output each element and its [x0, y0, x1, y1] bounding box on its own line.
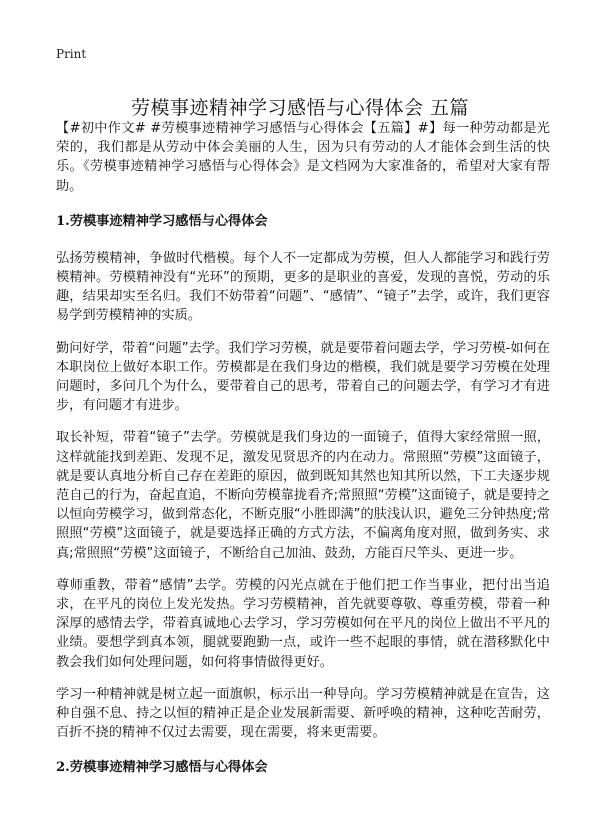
section-1-paragraph-1: 弘扬劳模精神，争做时代楷模。每个人不一定都成为劳模，但人人都能学习和践行劳模精神。劳模精神没有“光环”的预期，更多的是职业的喜爱，发现的喜悦，劳动的乐趣，结果却实至名归。我们不妨带着“问题”、“感情”、“镜子”去学，或许，我们更容易学到劳模精神的实质。: [56, 250, 550, 324]
intro-paragraph: 【#初中作文# #劳模事迹精神学习感悟与心得体会【五篇】#】每一种劳动都是光荣的，我们都是从劳动中体会美丽的人生，因为只有劳动的人才能体会到生活的快乐。《劳模事迹精神学习感悟与心得体会》是文档网为大家准备的，希望对大家有帮助。: [56, 121, 550, 194]
section-2-heading: 2.劳模事迹精神学习感悟与心得体会: [56, 760, 268, 776]
section-1-heading: 1.劳模事迹精神学习感悟与心得体会: [56, 213, 268, 229]
print-label: Print: [56, 47, 87, 61]
section-1-paragraph-4: 尊师重教，带着“感情”去学。劳模的闪光点就在于他们把工作当事业，把付出当追求，在平凡的岗位上发光发热。学习劳模精神，首先就要尊敬、尊重劳模，带着一种深厚的感情去学，带着真诚地心去学习，学习劳模如何在平凡的岗位上做出不平凡的业绩。要想学到真本领，腿就要跑勤一点，或许一些不起眼的事情，就在潜移默化中教会我们如何处理问题，如何将事情做得更好。: [56, 577, 550, 670]
section-1-paragraph-2: 勤问好学，带着“问题”去学。我们学习劳模，就是要带着问题去学，学习劳模-如何在本职岗位上做好本职工作。劳模都是在我们身边的楷模，我们就是要学习劳模在处理问题时，多问几个为什么，要带着自己的思考，带着自己的问题去学，有学习才有进步，有问题才有进步。: [56, 340, 550, 414]
section-1-paragraph-5: 学习一种精神就是树立起一面旗帜，标示出一种导向。学习劳模精神就是在宣告，这种自强不息、持之以恒的精神正是企业发展新需要、新呼唤的精神，这种吃苦耐劳，百折不挠的精神不仅过去需要，现在需要，将来更需要。: [56, 686, 550, 741]
document-title: 劳模事迹精神学习感悟与心得体会 五篇: [130, 96, 470, 119]
section-1-paragraph-3: 取长补短，带着“镜子”去学。劳模就是我们身边的一面镜子，值得大家经常照一照，这样就能找到差距、发现不足，激发见贤思齐的内在动力。常照照“劳模”这面镜子，就是要认真地分析自己存在差距的原因，做到既知其然也知其所以然，下工夫逐步规范自己的行为，奋起直追，不断向劳模靠拢看齐;常照照“劳模”这面镜子，就是要持之以恒向劳模学习，做到常态化，不断克服“小胜即满”的肤浅认识，避免三分钟热度;常照照“劳模”这面镜子，就是要选择正确的方式方法，不偏离角度对照，做到务实、求真;常照照“劳模”这面镜子，不断给自己加油、鼓劲，方能百尺竿头、更进一步。: [56, 430, 550, 561]
document-body: [56, 119, 550, 795]
